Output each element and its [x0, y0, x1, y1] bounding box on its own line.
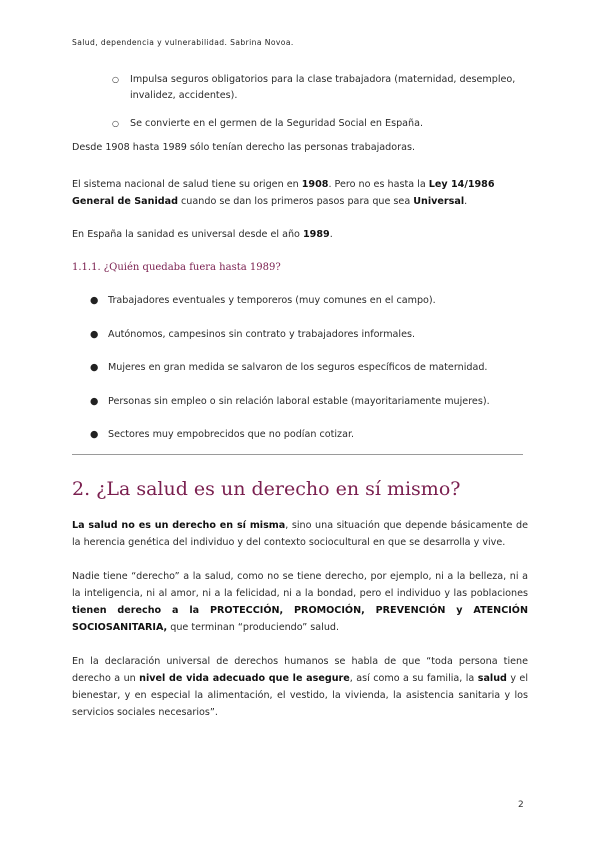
circle-bullet-icon: ○: [112, 119, 119, 128]
section-heading-2: 2. ¿La salud es un derecho en sí mismo?: [72, 478, 461, 500]
bullet-icon: ●: [90, 295, 99, 306]
bullet-icon: ●: [90, 429, 99, 440]
bullet-icon: ●: [90, 329, 99, 340]
paragraph-universal-1989: En España la sanidad es universal desde el año 1989.: [72, 229, 333, 240]
page-number: 2: [518, 800, 524, 810]
circle-bullet-icon: ○: [112, 75, 119, 84]
paragraph-declaracion-universal: En la declaración universal de derechos humanos se habla de que “toda persona tiene derecho a un nivel de vida adecuado que le asegure, así como a su familia, la salud y el bienestar, y en especial la alimentación, el vestido, la vivienda, la asistencia sanitaria y los servicios sociales necesarios”.: [72, 656, 528, 718]
running-header: Salud, dependencia y vulnerabilidad. Sabrina Novoa.: [72, 38, 294, 47]
list-item: ● Sectores muy empobrecidos que no podían cotizar.: [108, 426, 528, 443]
sub-bullet-item: [112, 72, 530, 104]
paragraph-salud-no-derecho: La salud no es un derecho en sí misma, sino una situación que depende básicamente de la herencia genética del individuo y del contexto sociocultural en que se desarrolla y vive.: [72, 520, 528, 548]
bullet-icon: ●: [90, 362, 99, 373]
bullet-icon: ●: [90, 396, 99, 407]
paragraph-1908-1989: Desde 1908 hasta 1989 sólo tenían derecho las personas trabajadoras.: [72, 142, 416, 153]
section-heading-1-1-1: 1.1.1. ¿Quién quedaba fuera hasta 1989?: [72, 262, 281, 273]
list-item: ● Mujeres en gran medida se salvaron de los seguros específicos de maternidad.: [108, 359, 528, 376]
list-item: ● Personas sin empleo o sin relación laboral estable (mayoritariamente mujeres).: [108, 393, 528, 410]
sub-bullet-text: Impulsa seguros obligatorios para la clase trabajadora (maternidad, desempleo, invalidez, accidentes).: [130, 74, 516, 101]
sub-bullet-item: [112, 116, 530, 132]
paragraph-nadie-tiene-derecho: Nadie tiene “derecho” a la salud, como no se tiene derecho, por ejemplo, ni a la belleza, ni a la inteligencia, ni al amor, ni a la felicidad, ni a la bondad, pero el individuo y las poblaciones tienen derecho a la PROTECCIÓN, PROMOCIÓN, PREVENCIÓN y ATENCIÓN SOCIOSANITARIA, que terminan “produciendo” salud.: [72, 571, 528, 633]
section-divider: [72, 454, 523, 455]
list-item: ● Trabajadores eventuales y temporeros (muy comunes en el campo).: [108, 292, 528, 309]
list-item: ● Autónomos, campesinos sin contrato y trabajadores informales.: [108, 326, 528, 343]
paragraph-origin: El sistema nacional de salud tiene su origen en 1908. Pero no es hasta la Ley 14/1986 General de Sanidad cuando se dan los primeros pasos para que sea Universal.: [72, 179, 495, 207]
sub-bullet-text: Se convierte en el germen de la Seguridad Social en España.: [130, 118, 424, 129]
